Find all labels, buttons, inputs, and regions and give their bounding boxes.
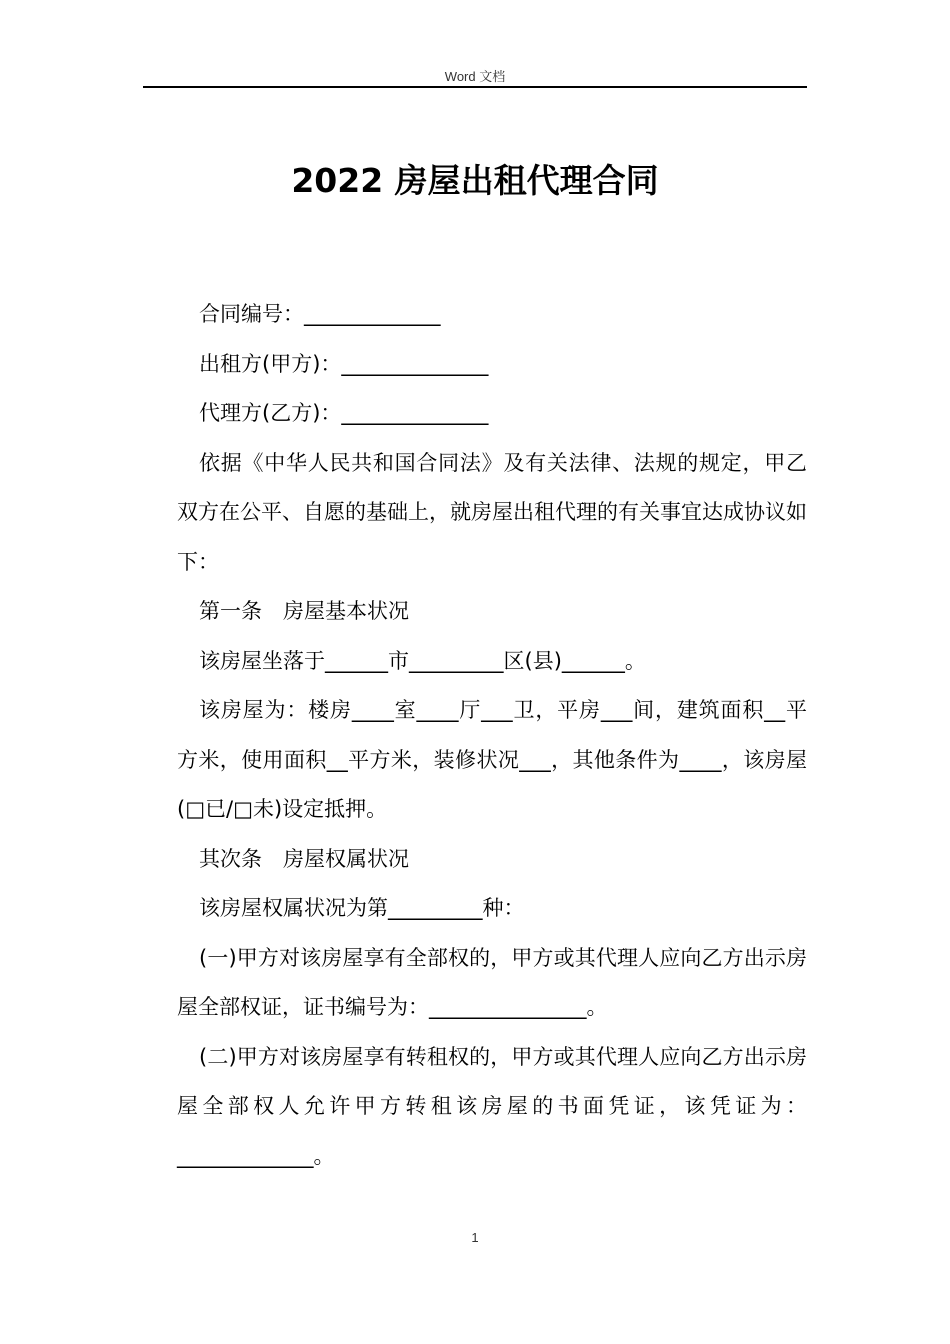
ownership-clause-2: (二)甲方对该房屋享有转租权的，甲方或其代理人应向乙方出示房屋全部权人允许甲方转租该房屋的书面凭证，该凭证为：_____________。	[177, 1044, 807, 1168]
lessor-line: 出租方(甲方)：______________	[199, 351, 489, 376]
article-2-heading: 其次条 房屋权属状况	[199, 846, 409, 871]
agent-line: 代理方(乙方)：______________	[199, 401, 489, 425]
page-number: 1	[471, 1230, 479, 1245]
header-rule	[143, 86, 807, 88]
ownership-clause-1: (一)甲方对该房屋享有全部权的，甲方或其代理人应向乙方出示房屋全部权证，证书编号为：_______________。	[177, 945, 807, 1019]
document-body	[177, 290, 807, 1181]
preamble-paragraph: 依据《中华人民共和国合同法》及有关法律、法规的规定，甲乙双方在公平、自愿的基础上，就房屋出租代理的有关事宜达成协议如下：	[177, 450, 807, 574]
property-location-paragraph: 该房屋坐落于______市_________区(县)______。	[199, 648, 646, 673]
page-header: Word 文档	[444, 69, 506, 84]
document-title: 2022 房屋出租代理合同	[291, 161, 659, 200]
article-1-heading: 第一条 房屋基本状况	[199, 599, 409, 623]
ownership-type-paragraph: 该房屋权属状况为第_________种：	[199, 896, 525, 920]
property-details-paragraph: 该房屋为：楼房____室____厅___卫，平房___间，建筑面积__平方米，使用面积__平方米，装修状况___，其他条件为____，该房屋(□已/□未)设定抵押。	[177, 698, 807, 821]
contract-number-line: 合同编号：_____________	[199, 302, 441, 326]
